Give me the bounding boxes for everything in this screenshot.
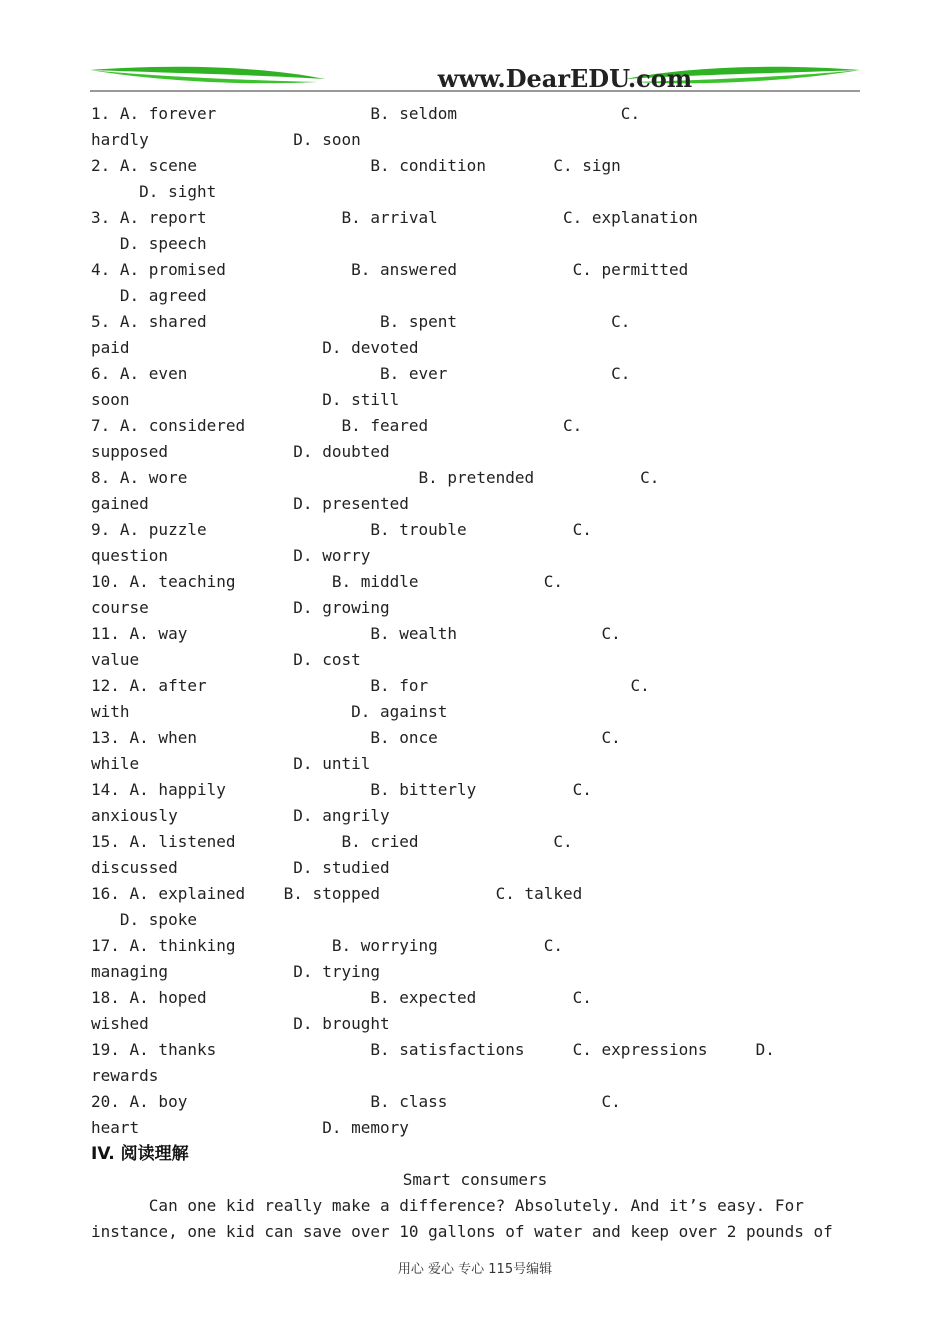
passage-title: Smart consumers: [402, 1170, 548, 1189]
option-line: 5. A. shared B. spent C.: [91, 312, 631, 331]
option-line: 17. A. thinking B. worrying C.: [91, 936, 564, 955]
passage-line: instance, one kid can save over 10 gallons of water and keep over 2 pounds of: [91, 1222, 833, 1241]
option-line: 3. A. report B. arrival C. explanation: [91, 208, 698, 227]
site-header: [90, 62, 860, 96]
option-line: rewards: [91, 1066, 159, 1085]
option-line: supposed D. doubted: [91, 442, 390, 461]
option-line: 8. A. wore B. pretended C.: [91, 468, 660, 487]
option-line: D. agreed: [91, 286, 207, 305]
option-line: hardly D. soon: [91, 130, 361, 149]
option-line: 16. A. explained B. stopped C. talked: [91, 884, 583, 903]
option-line: 19. A. thanks B. satisfactions C. expressions D.: [91, 1040, 775, 1059]
option-line: 12. A. after B. for C.: [91, 676, 650, 695]
option-line: heart D. memory: [91, 1118, 409, 1137]
option-line: course D. growing: [91, 598, 390, 617]
option-line: 2. A. scene B. condition C. sign: [91, 156, 621, 175]
option-line: 20. A. boy B. class C.: [91, 1092, 621, 1111]
option-line: question D. worry: [91, 546, 371, 565]
option-line: D. sight: [91, 182, 217, 201]
option-line: 9. A. puzzle B. trouble C.: [91, 520, 592, 539]
section-heading: IV. 阅读理解: [91, 1144, 189, 1164]
option-line: managing D. trying: [91, 962, 380, 981]
option-line: with D. against: [91, 702, 448, 721]
option-line: while D. until: [91, 754, 371, 773]
option-line: 15. A. listened B. cried C.: [91, 832, 573, 851]
option-line: D. spoke: [91, 910, 197, 929]
site-logo-text: www.DearEDU.com: [437, 64, 693, 93]
page-footer: 用心 爱心 专心 115号编辑: [397, 1262, 553, 1277]
option-line: 4. A. promised B. answered C. permitted: [91, 260, 689, 279]
option-line: 18. A. hoped B. expected C.: [91, 988, 592, 1007]
option-line: 1. A. forever B. seldom C.: [91, 104, 641, 123]
option-line: 13. A. when B. once C.: [91, 728, 621, 747]
option-line: paid D. devoted: [91, 338, 419, 357]
option-line: soon D. still: [91, 390, 400, 409]
option-line: value D. cost: [91, 650, 361, 669]
option-line: anxiously D. angrily: [91, 806, 390, 825]
option-line: gained D. presented: [91, 494, 409, 513]
option-line: wished D. brought: [91, 1014, 390, 1033]
option-line: 6. A. even B. ever C.: [91, 364, 631, 383]
option-line: D. speech: [91, 234, 207, 253]
option-line: 10. A. teaching B. middle C.: [91, 572, 564, 591]
option-line: 7. A. considered B. feared C.: [91, 416, 583, 435]
option-line: 11. A. way B. wealth C.: [91, 624, 621, 643]
option-line: 14. A. happily B. bitterly C.: [91, 780, 592, 799]
option-line: discussed D. studied: [91, 858, 390, 877]
passage-line: Can one kid really make a difference? Absolutely. And it’s easy. For: [91, 1196, 804, 1215]
